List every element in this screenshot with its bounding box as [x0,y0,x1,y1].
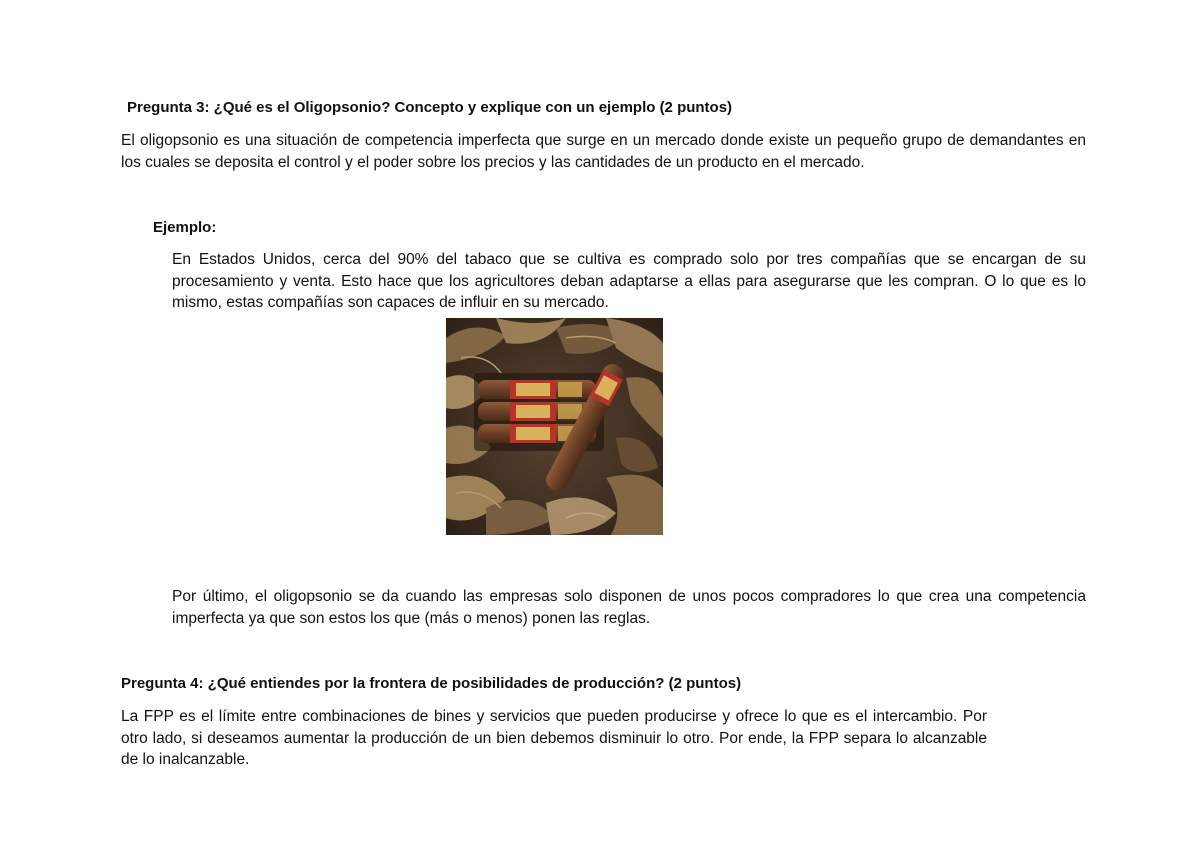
question-4-title: Pregunta 4: ¿Qué entiendes por la frontera de posibilidades de producción? (2 puntos) [121,675,742,692]
example-label: Ejemplo: [153,219,217,236]
fpp-answer: La FPP es el límite entre combinaciones de bines y servicios que pueden producirse y ofrece lo que es el intercambio. Por otro lado, si deseamos aumentar la producción de un bien debemos disminuir lo otro. Por ende, la FPP separa lo alcanzable de lo inalcanzable. [121,708,987,768]
oligopsonio-definition: El oligopsonio es una situación de competencia imperfecta que surge en un mercado donde existe un pequeño grupo de demandantes en los cuales se deposita el control y el poder sobre los precios y las cantidades de un producto en el mercado. [121,132,1086,171]
tobacco-cigars-photo [446,318,663,535]
conclusion-text: Por último, el oligopsonio se da cuando las empresas solo disponen de unos pocos compradores lo que crea una competencia imperfecta ya que son estos los que (más o menos) ponen las reglas. [172,588,1086,627]
example-text: En Estados Unidos, cerca del 90% del tabaco que se cultiva es comprado solo por tres compañías que se encargan de su procesamiento y venta. Esto hace que los agricultores deban adaptarse a ellas para asegurarse que les compran. O lo que es lo mismo, estas compañías son capaces de influir en su mercado. [172,251,1086,311]
question-3-title: Pregunta 3: ¿Qué es el Oligopsonio? Concepto y explique con un ejemplo (2 puntos) [127,99,733,116]
